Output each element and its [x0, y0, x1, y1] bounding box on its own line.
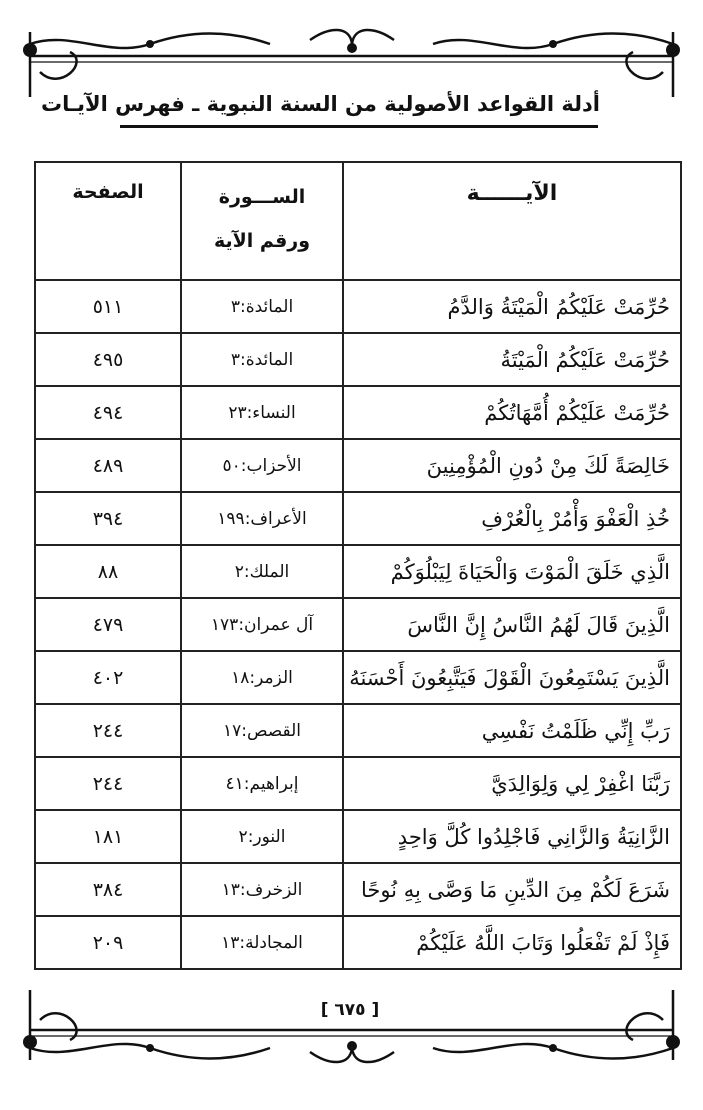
verse-cell: رَبِّ إِنِّي ظَلَمْتُ نَفْسِي: [343, 704, 681, 757]
header-rule: [120, 125, 598, 128]
surah-cell: إبراهيم:٤١: [181, 757, 343, 810]
footer-page-number: [ ٦٧٥ ]: [320, 1000, 380, 1020]
table-row: [35, 280, 681, 333]
page-cell: ٤٩٥: [35, 333, 181, 386]
column-header-surah: [181, 162, 343, 280]
verse-cell: الَّذِي خَلَقَ الْمَوْتَ وَالْحَيَاةَ لِيَبْلُوَكُمْ: [343, 545, 681, 598]
table-row: [35, 757, 681, 810]
surah-cell: الأعراف:١٩٩: [181, 492, 343, 545]
surah-cell: الملك:٢: [181, 545, 343, 598]
page-cell: ٢٠٩: [35, 916, 181, 969]
page-cell: ١٨١: [35, 810, 181, 863]
page-cell: ٢٤٤: [35, 757, 181, 810]
verse-cell: رَبَّنَا اغْفِرْ لِي وَلِوَالِدَيَّ: [343, 757, 681, 810]
table-row: [35, 333, 681, 386]
surah-cell: الزمر:١٨: [181, 651, 343, 704]
verse-cell: الَّذِينَ يَسْتَمِعُونَ الْقَوْلَ فَيَتَّبِعُونَ أَحْسَنَهُ: [343, 651, 681, 704]
surah-cell: المائدة:٣: [181, 333, 343, 386]
page-cell: ٥١١: [35, 280, 181, 333]
table-row: [35, 704, 681, 757]
table-row: [35, 386, 681, 439]
column-header-page: الصفحة: [35, 162, 181, 280]
verse-cell: الزَّانِيَةُ وَالزَّانِي فَاجْلِدُوا كُلَّ وَاحِدٍ: [343, 810, 681, 863]
table-row: [35, 916, 681, 969]
table-row: [35, 651, 681, 704]
verse-cell: فَإِذْ لَمْ تَفْعَلُوا وَتَابَ اللَّهُ عَلَيْكُمْ: [343, 916, 681, 969]
surah-cell: القصص:١٧: [181, 704, 343, 757]
verse-cell: حُرِّمَتْ عَلَيْكُمُ الْمَيْتَةُ وَالدَّمُ: [343, 280, 681, 333]
page-cell: ٣٩٤: [35, 492, 181, 545]
surah-cell: النور:٢: [181, 810, 343, 863]
page-cell: ٨٨: [35, 545, 181, 598]
surah-cell: الأحزاب:٥٠: [181, 439, 343, 492]
verse-cell: شَرَعَ لَكُمْ مِنَ الدِّينِ مَا وَصَّى بِهِ نُوحًا: [343, 863, 681, 916]
page-cell: ٤٠٢: [35, 651, 181, 704]
column-header-surah-line2: ورقم الآية: [213, 230, 311, 252]
verse-cell: الَّذِينَ قَالَ لَهُمُ النَّاسُ إِنَّ النَّاسَ: [343, 598, 681, 651]
surah-cell: النساء:٢٣: [181, 386, 343, 439]
column-header-verse: الآيــــــة: [343, 162, 681, 280]
verse-index-table: [34, 161, 682, 970]
surah-cell: المائدة:٣: [181, 280, 343, 333]
page-cell: ٤٧٩: [35, 598, 181, 651]
surah-cell: المجادلة:١٣: [181, 916, 343, 969]
table-row: [35, 439, 681, 492]
page-cell: ٤٨٩: [35, 439, 181, 492]
surah-cell: آل عمران:١٧٣: [181, 598, 343, 651]
verse-cell: خُذِ الْعَفْوَ وَأْمُرْ بِالْعُرْفِ: [343, 492, 681, 545]
page-cell: ٣٨٤: [35, 863, 181, 916]
table-row: [35, 810, 681, 863]
verse-cell: خَالِصَةً لَكَ مِنْ دُونِ الْمُؤْمِنِينَ: [343, 439, 681, 492]
table-header-row: [35, 162, 681, 280]
table-row: [35, 598, 681, 651]
verse-cell: حُرِّمَتْ عَلَيْكُمْ أُمَّهَاتُكُمْ: [343, 386, 681, 439]
page-header-title: أدلة القواعد الأصولية من السنة النبوية ـ فهرس الآيـات: [40, 92, 600, 116]
page-cell: ٢٤٤: [35, 704, 181, 757]
page-cell: ٤٩٤: [35, 386, 181, 439]
table-row: [35, 492, 681, 545]
surah-cell: الزخرف:١٣: [181, 863, 343, 916]
column-header-surah-line1: الســـورة: [218, 186, 306, 208]
table-row: [35, 545, 681, 598]
verse-cell: حُرِّمَتْ عَلَيْكُمُ الْمَيْتَةُ: [343, 333, 681, 386]
table-row: [35, 863, 681, 916]
